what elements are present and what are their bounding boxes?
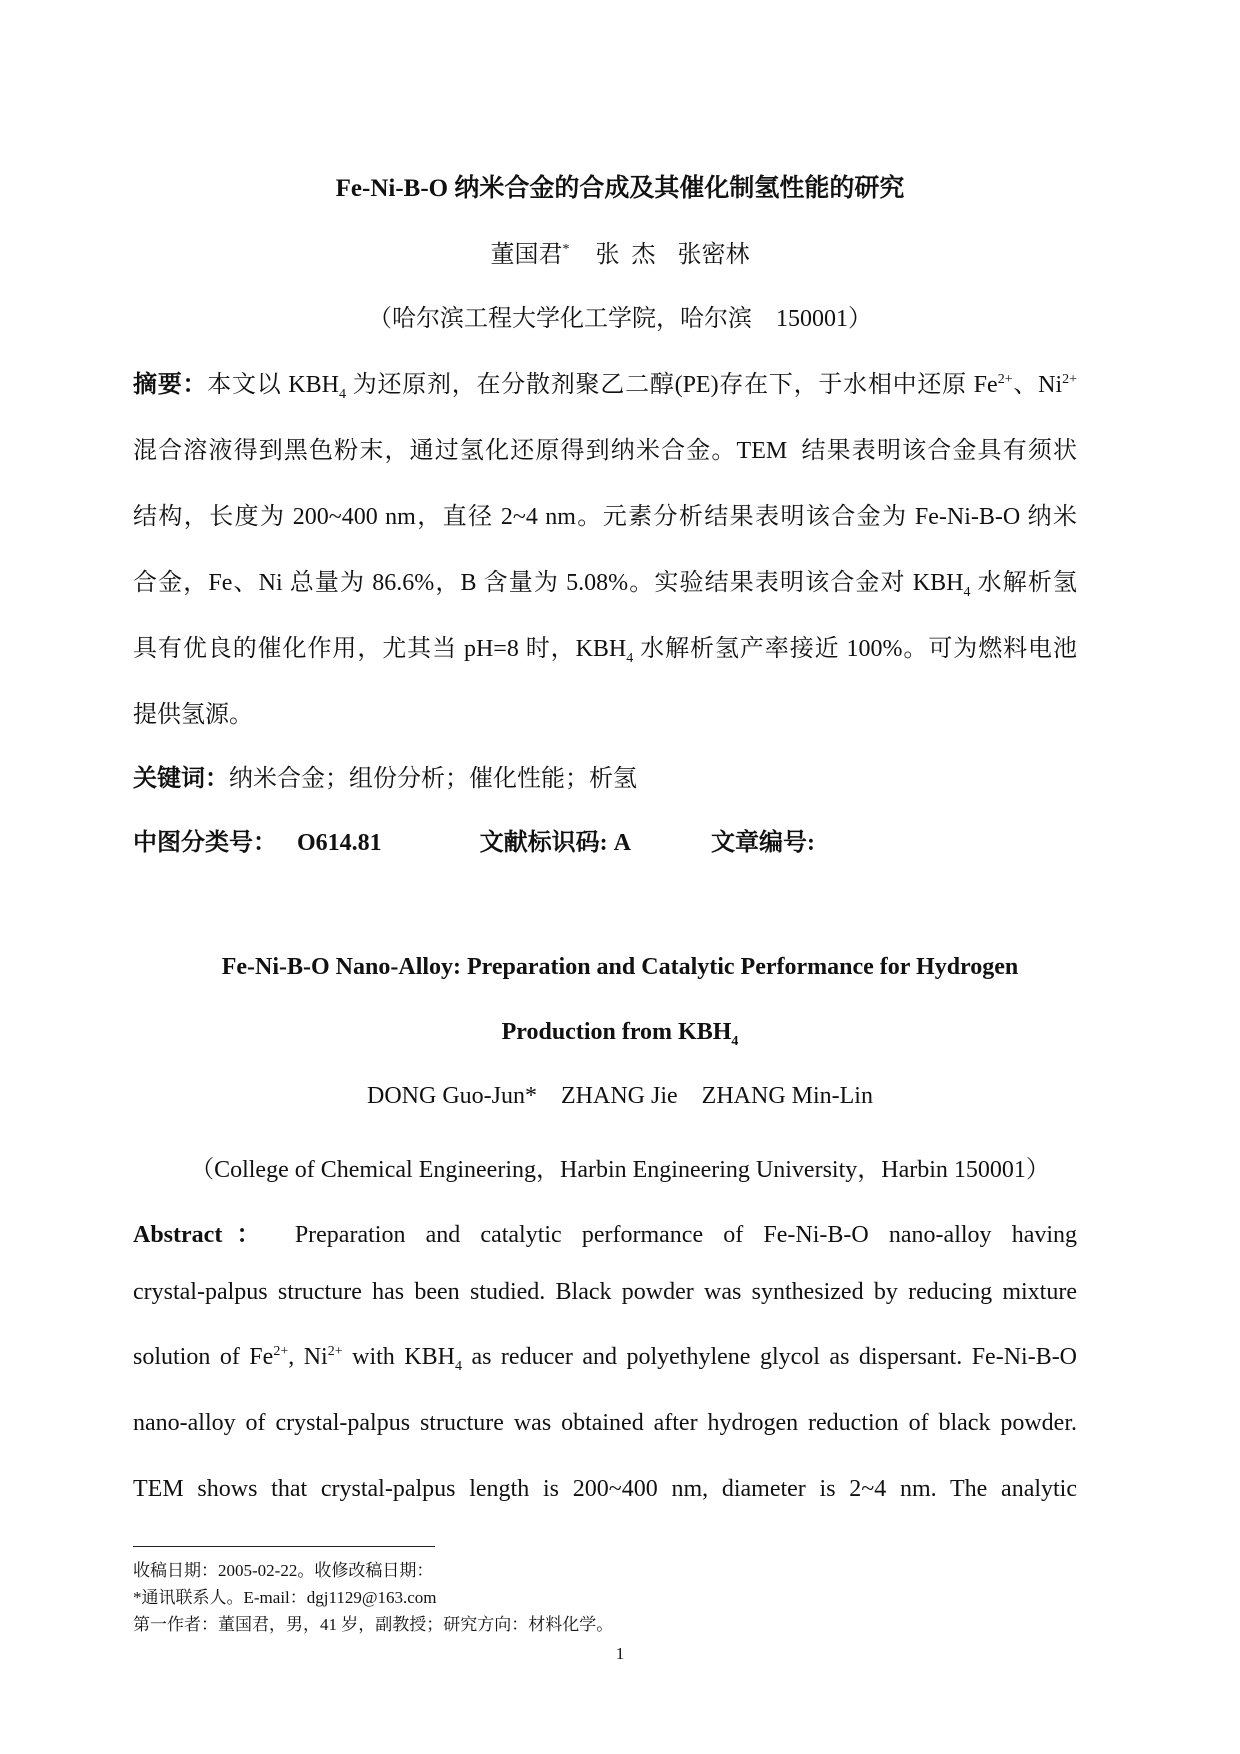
keywords-label: 关键词： <box>133 766 229 792</box>
text-run: 水解析氢 <box>970 570 1077 596</box>
footnote-rule <box>133 1546 435 1547</box>
en-title-line-1: Fe-Ni-B-O Nano-Alloy: Preparation and Catalytic Performance for Hydrogen <box>221 954 1019 980</box>
cn-author-1: 董国君 <box>490 242 563 268</box>
en-affiliation: （College of Chemical Engineering，Harbin Engineering University，Harbin 150001） <box>190 1157 1050 1183</box>
keywords-value: 纳米合金；组份分析；催化性能；析氢 <box>229 766 637 792</box>
subscript: 4 <box>963 584 971 600</box>
text-run: 合金，Fe、Ni 总量为 86.6%，B 含量为 5.08%。实验结果表明该合金对 KBH <box>133 570 964 596</box>
text-run: 、Ni <box>1012 372 1063 398</box>
text-run: 本文以 KBH <box>207 372 339 398</box>
cn-affiliation: （哈尔滨工程大学化工学院，哈尔滨 150001） <box>368 306 872 332</box>
corresponding-mark: * <box>562 242 570 257</box>
superscript: 2+ <box>997 372 1013 387</box>
text-run: as reducer and polyethylene glycol as dispersant. Fe-Ni-B-O <box>461 1344 1078 1370</box>
superscript: 2+ <box>1062 372 1078 387</box>
subscript: 4 <box>731 1033 739 1049</box>
text-run: Preparation and catalytic performance of Fe-Ni-B-O nano-alloy having <box>294 1222 1078 1248</box>
footnote-contact: *通讯联系人。E-mail：dgj1129@163.com <box>133 1588 437 1607</box>
cn-authors <box>0 234 1240 269</box>
cn-abstract-line-5 <box>133 628 1077 666</box>
superscript: 2+ <box>327 1344 343 1359</box>
subscript: 4 <box>454 1358 462 1374</box>
article-no-label: 文章编号: <box>711 830 815 856</box>
text-run: , Ni <box>288 1344 328 1370</box>
text-run: solution of Fe <box>133 1344 274 1370</box>
text-run: 水解析氢产率接近 100%。可为燃料电池 <box>633 636 1077 662</box>
clc-label: 中图分类号： <box>133 830 277 856</box>
footnote-first-author: 第一作者：董国君，男，41 岁，副教授；研究方向：材料化学。 <box>133 1615 614 1634</box>
cn-author-3: 张密林 <box>677 242 750 268</box>
footnote-received: 收稿日期：2005-02-22。收修改稿日期： <box>133 1561 434 1580</box>
en-abstract-line-4: nano-alloy of crystal-palpus structure was obtained after hydrogen reduction of black powder. <box>133 1410 1077 1436</box>
en-abstract-line-1 <box>133 1214 1077 1249</box>
cn-keywords <box>133 758 1077 793</box>
clc-value: O614.81 <box>297 830 382 856</box>
superscript: 2+ <box>273 1344 289 1359</box>
cn-title: Fe-Ni-B-O 纳米合金的合成及其催化制氢性能的研究 <box>335 175 905 202</box>
en-abstract-line-3 <box>133 1344 1078 1374</box>
cn-abstract-line-1 <box>133 364 1078 402</box>
subscript: 4 <box>338 386 346 402</box>
en-abstract-label: Abstract： <box>133 1222 275 1248</box>
cn-author-2: 张 杰 <box>595 242 656 268</box>
subscript: 4 <box>626 650 634 666</box>
classification-line <box>133 822 1077 857</box>
en-title-line-2 <box>0 1019 1240 1049</box>
cn-abstract-line-2: 混合溶液得到黑色粉末，通过氢化还原得到纳米合金。TEM 结果表明该合金具有须状 <box>133 438 1077 464</box>
doc-code: 文献标识码: A <box>479 830 631 856</box>
cn-abstract-line-3: 结构，长度为 200~400 nm，直径 2~4 nm。元素分析结果表明该合金为 Fe-Ni-B-O 纳米 <box>133 504 1077 530</box>
text-run: 具有优良的催化作用，尤其当 pH=8 时，KBH <box>133 636 627 662</box>
en-abstract-line-2: crystal-palpus structure has been studied. Black powder was synthesized by reducing mixture <box>133 1279 1077 1305</box>
page-number: 1 <box>615 1644 625 1663</box>
text-run: Production from KBH <box>501 1019 732 1045</box>
cn-abstract-line-6: 提供氢源。 <box>133 702 253 728</box>
cn-abstract-line-4 <box>133 562 1077 600</box>
text-run: 为还原剂，在分散剂聚乙二醇(PE)存在下，于水相中还原 Fe <box>345 372 998 398</box>
en-abstract-line-5: TEM shows that crystal-palpus length is 200~400 nm, diameter is 2~4 nm. The analytic <box>133 1476 1077 1502</box>
cn-abstract-label: 摘要： <box>133 372 208 398</box>
text-run: with KBH <box>342 1344 455 1370</box>
en-authors: DONG Guo-Jun* ZHANG Jie ZHANG Min-Lin <box>367 1083 873 1109</box>
